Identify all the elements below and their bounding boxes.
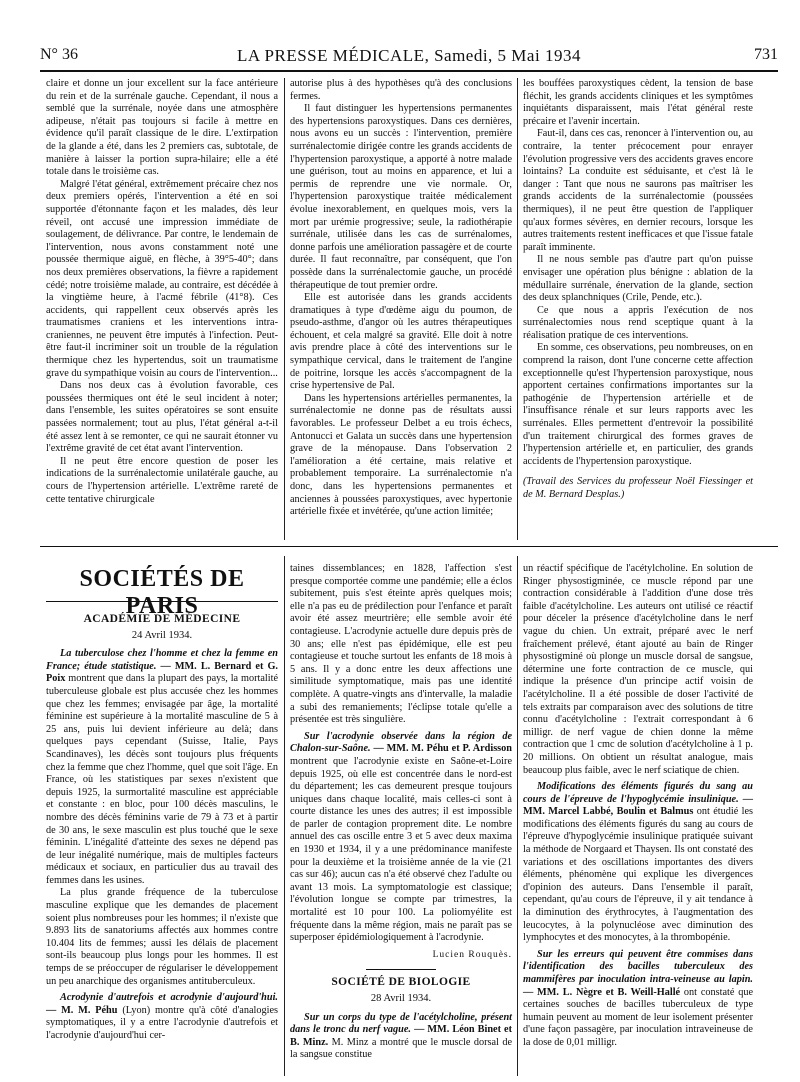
item-text: montrent que dans la plupart des pays, la mortalité tuberculeuse globale est plus accusée chez les hommes que chez les femmes; envisagée par âge, la mortalité féminine est supérieure à la mortalité masculine de 5 à 25 ans, puis lui devient inférieure au delà; dans quelques pays cependant (Suisse, Italie, Pays Scandinaves), les décès sont toujours plus fréquents chez la femme que chez l'homme, quel que soit l'âge. En France, où les statistiques par sexes n'existent que depuis 1925, la surmortalité masculine est appréciable et constante : en bloc, pour 100 décès masculins, le nombre des décès féminins varie de 79 à 73 et à partir de 30 ans, le sexe masculin est plus touché que le sexe féminin. L'inégalité d'atteinte des sexes ne dépend pas de leur inégalité numérique, mais de multiples facteurs médicaux et sociaux, en particulier dus au travail des femmes dans les usines. (46, 673, 279, 886)
item-text: montrent que l'acrodynie existe en Saône-et-Loire depuis 1925, où elle est concentrée dans le nord-est du département; les cas demeurent presque toujours uniques dans chaque localité, mais celles-ci sont à courte distance les unes des autres; il est impossible de parler de contagion proprement dite. Le nombre annuel des cas oscille entre 3 et 5 avec deux maxima en 1930 et 1934, il y a une prédominance manifeste pour la deuxième et la troisième année de la vie (21 cas sur 46); aucun cas n'a été observé chez l'adulte ou avant 13 mois. La symptomatologie est classique; l'évolution longue se compte par trimestres, la mortalité est 10 pour 100. La poliomyélite est fréquente dans la même région, mais ne paraît pas se superposer épidémiologiquement à l'acrodynie. (290, 755, 512, 944)
biologie-date: 28 Avril 1934. (370, 993, 432, 1004)
top-column-3 (523, 78, 753, 502)
signature: Lucien Rouquès. (432, 949, 512, 960)
paragraph: claire et donne un jour excellent sur la face antérieure du rein et de la surrénale gauche. Cependant, il nous a semblé que la surrénale, noyée dans une atmosphère adipeuse, n'était pas toujours si facile à mettre en évidence qu'il paraît classique de le dire. L'extirpation de la glande a été, dans les 2 premiers cas, subtotale, de manière à laisser la portion supra-hilaire; elle a été totale dans le troisième cas. (46, 78, 278, 178)
item-authors: — MM. Léon Binet et B. Minz. (290, 1024, 513, 1048)
paragraph: En somme, ces observations, peu nombreuses, on en comprend la raison, dont l'une concerne cette affection exceptionnelle qu'est l'hypertension paroxystique, nous apportent certaines confirmations importantes sur la pathogénie de l'hypertension artérielle et de l'insuffisance rénale et sur leurs rapports avec les surrénales. Elles permettent d'entrevoir la possibilité d'un traitement chirurgical des formes graves de l'hypertension artérielle et, en particulier, des grands accidents de l'hypertension paroxystique. (523, 342, 753, 467)
paragraph: les bouffées paroxystiques cèdent, la tension de base fléchit, les grands accidents cliniques et les symptômes inquiétants disparaissent, mais l'état général reste précaire et l'avenir incertain. (523, 78, 753, 127)
biologie-heading: SOCIÉTÉ DE BIOLOGIE (331, 976, 471, 989)
page-number: N° 36 (40, 46, 78, 63)
section-rule (40, 546, 778, 547)
paragraph: autorise plus à des hypothèses qu'à des conclusions fermes. (290, 78, 512, 102)
top-column-1 (46, 78, 278, 506)
column-divider (517, 78, 518, 540)
column-divider (284, 556, 285, 1076)
paragraph: Ce que nous a appris l'exécution de nos surrénalectomies nous rend sceptique quant à la réalisation pratique de ces interventions. (523, 304, 753, 341)
section-banner: SOCIÉTÉS DE PARIS (79, 566, 245, 619)
column-divider (517, 556, 518, 1076)
paragraph: Dans nos deux cas à évolution favorable, ces poussées thermiques ont été le seul incident à noter; dans l'ensemble, les suites opératoires se sont ensuite passées normalement; tout au plus, l'état général a-t-il été assez lent à se remonter, ce qui ne saurait étonner vu l'extrême gravité de cet état avant l'intervention. (46, 380, 278, 455)
header-rule (40, 70, 778, 72)
item-title: Modifications des éléments figurés du sang au cours de l'épreuve de l'hypoglycémie insulinique. (523, 781, 753, 805)
paragraph: Faut-il, dans ces cas, renoncer à l'intervention ou, au contraire, la tenter précocement pour enrayer l'évolution progressive vers des accidents graves encore lointains? La conduite est séduisante, et c'est là le danger : Tant que nous ne saurons pas maîtriser les grands accidents de la surrénalectomie (poussées thermiques), il ne peut être question de l'appliquer qu'aux formes sévères, en dernier recours, lorsque les autres traitements restent inefficaces et que l'issue fatale paraît imminente. (523, 128, 753, 253)
item-authors: — MM. M. Péhu et P. Ardisson (373, 743, 512, 755)
banner-rule (46, 601, 278, 602)
paragraph: Il ne peut être encore question de poser les indications de la surrénalectomie unilatérale gauche, au cours de l'hypertension artérielle. L'extrême rareté de cette tentative chirurgicale (46, 455, 278, 505)
top-column-2 (290, 78, 512, 519)
author-note: (Travail des Services du professeur Noël Fiessinger et de M. Bernard Desplas.) (523, 476, 753, 500)
page-number-right: 731 (754, 46, 778, 63)
item-text: (Lyon) montre qu'à côté d'analogies symptomatiques, il y a entre l'acrodynie d'autrefois et l'acrodynie d'aujourd'hui cer- (46, 1004, 279, 1041)
paragraph: taines dissemblances; en 1828, l'affection s'est presque comportée comme une pandémie; elle a éclos subitement, puis s'est éteinte après quelques mois; elle n'a pas eu de prédilection pour l'enfance et paraît avoir été assez meurtrière; elle semble avoir été contagieuse. L'acrodynie actuelle dure depuis près de 30 ans; elle n'est pas épidémique, elle est peu contagieuse et touche surtout les enfants de 18 mois à 5 ans. Il y a donc entre les deux affections une similitude symptomatique, mais pas une identité complète. A quatre-vingts ans d'intervalle, la maladie a subi des remaniements; l'éclipse totale qu'elle a présentée est très singulière. (290, 563, 512, 726)
item-authors: — MM. Marcel Labbé, Boulin et Balmus (523, 793, 754, 818)
item-text: ont constaté que certaines souches de bacilles tuberculeux de type humain peuvent au moment de leur isolement présenter d'une façon passagère, par inoculation intraveineuse de la dose de 0,01 milligr. (523, 986, 754, 1048)
paragraph: Il faut distinguer les hypertensions permanentes des hypertensions paroxystiques. Dans ces dernières, nous avons eu un succès : l'intervention, première surrénalectomie dirigée contre les grands accidents de l'hypertension paroxystique, a apporté à notre malade une guérison, tout au moins en apparence, et lui a permis de reprendre une vie normale. Or, l'hypertension paroxystique traitée médicalement évolue inexorablement, en quelques mois, vers la mort par urémie progressive; seule, la radiothérapie surrénale, utilisée dans les cas de surrénalomes, donne parfois une amélioration passagère et de courte durée. Il faut reconnaître, par conséquent, que l'on possède dans la surrénalectomie gauche, un procédé thérapeutique de tout premier ordre. (290, 103, 512, 291)
item-title: Sur les erreurs qui peuvent être commises dans l'identification des bacilles tuberculeux des mammifères par inoculation intra-veineuse au lapin. (523, 948, 753, 985)
item-title: La tuberculose chez l'homme et chez la femme en France; étude statistique. (46, 648, 278, 672)
short-rule (366, 969, 436, 970)
bottom-column-3 (523, 563, 753, 1050)
paragraph: un réactif spécifique de l'acétylcholine. En solution de Ringer physostigminée, ce muscle répond par une contraction considérable à l'addition d'une dose très faible d'acétylcholine. Les auteurs ont utilisé ce réactif pour déceler la présence d'acétylcholine dans le nerf vague du chien. Un extrait, préparé avec le nerf fraîchement prélevé, étant ajouté au bain de Ringer physostigminé où plonge un muscle dorsal de sangsue, détermine une forte contraction de ce muscle, qui indique la présence d'un principe actif voisin de l'acétylcholine. Il a été possible de doser l'activité de tels extraits par comparaison avec des solutions de titre connu d'acétylcholine : l'extrait correspondant à 6 milligr. de nerf vague de chien donne la même contraction que 1 cmc de solution d'acétylcholine à 1 p. 20 millions. On obtient un résultat analogue, mais beaucoup plus faible, avec le nerf sciatique de chien. (523, 563, 753, 776)
academie-heading: ACADÉMIE DE MÉDECINE (83, 613, 241, 625)
paragraph: Elle est autorisée dans les grands accidents dramatiques à type d'œdème aigu du poumon, de pseudo-asthme, d'angor où les autres thérapeutiques échouent, et cela malgré sa gravité. Elle doit à notre avis prendre place à côté des interventions sur le sympathique cervical, dans le traitement de l'angine de poitrine, lorsque les accès s'accompagnent de la crise hypertensive de Pal. (290, 292, 512, 392)
paragraph: Il ne nous semble pas d'autre part qu'on puisse envisager une opération plus bénigne : ablation de la médullaire surrénale, énervation de la glande, section des deux splanchniques (Crile, Pende, etc.). (523, 254, 753, 304)
item-authors: — M. M. Péhu (46, 1004, 118, 1016)
item-title: Sur l'acrodynie observée dans la région de Chalon-sur-Saône. (290, 730, 512, 755)
academie-date: 24 Avril 1934. (131, 629, 193, 641)
paragraph: Dans les hypertensions artérielles permanentes, la surrénalectomie ne donne pas de résultats aussi favorables. Le professeur Delbet a eu trois échecs, Antonucci et Galata un succès dans une hypertension grave de la ménopause. Dans l'observation 2 l'amélioration a été certaine, mais relative et probablement temporaire. La surrénalectomie n'a donc, dans les hypertensions permanentes et anciennes à poussées paroxystiques, avec hypertonie artérielle fixée et invétérée, qu'une action limitée; (290, 392, 512, 518)
item-text: ont étudié les modifications des éléments figurés du sang au cours de l'épreuve d'hypoglycémie insulinique pratiquée suivant la méthode de Norgaard et Thaysen. Ils ont constaté des variations et des oscillations importantes des divers éléments, phénomène qui explique les divergences d'opinion des auteurs. Dans l'ensemble il paraît, cependant, qu'au cours de l'épreuve, il y ait tendance à la diminution des érythrocytes, à l'augmentation des leucocytes, à la polynucléose avec diminution des lymphocytes et des monocytes, à la thrombopénie. (523, 806, 754, 944)
paragraph: Malgré l'état général, extrêmement précaire chez nos deux premiers opérés, l'intervention a été en soi supportée d'étonnante façon et les malades, dès leur réveil, ont accusé une impression immédiate de soulagement, de délivrance. Par contre, le lendemain de l'intervention, nous avons constamment noté une poussée thermique aiguë, en flèche, à 39°5-40°; dans nos deux premières observations, la fièvre a rapidement cédé; notre troisième malade, au contraire, est décédée à la vingtième heure, à l'acmé fébrile (41°8). Ces accidents, qui rappellent ceux observés après les traumatismes craniens et les interventions intra-craniennes, ne peuvent être imputés à l'infection. Peut-être faut-il incriminer soit un trouble de la régulation thermique chez les hypertendus, soit un traumatisme grave du sympathique voisin au cours de l'intervention... (46, 178, 278, 379)
bottom-column-2 (290, 563, 512, 1062)
item-authors: — MM. L. Nègre et B. Weill-Hallé (523, 986, 681, 998)
item-authors: — MM. L. Bernard et G. Poix (46, 660, 278, 685)
item-text: M. Minz a montré que le muscle dorsal de la sangsue constitue (290, 1036, 513, 1061)
column-divider (284, 78, 285, 540)
item-title: Acrodynie d'autrefois et acrodynie d'aujourd'hui. (60, 992, 278, 1004)
journal-title: LA PRESSE MÉDICALE, Samedi, 5 Mai 1934 (237, 46, 581, 65)
item-title: Sur un corps du type de l'acétylcholine, présent dans le tronc du nerf vague. (290, 1011, 512, 1036)
bottom-column-1 (46, 607, 278, 1043)
page-header (40, 46, 778, 66)
paragraph: La plus grande fréquence de la tuberculose masculine explique que les demandes de placement soient plus nombreuses pour les hommes; il n'existe que 9.893 lits de sanatoriums affectés aux hommes contre 10.404 lits de femmes; aussi les délais de placement sont-ils beaucoup plus longs pour les hommes. Il est temps de se préoccuper de régulariser le développement un peu anarchique des organismes antituberculeux. (46, 887, 278, 987)
